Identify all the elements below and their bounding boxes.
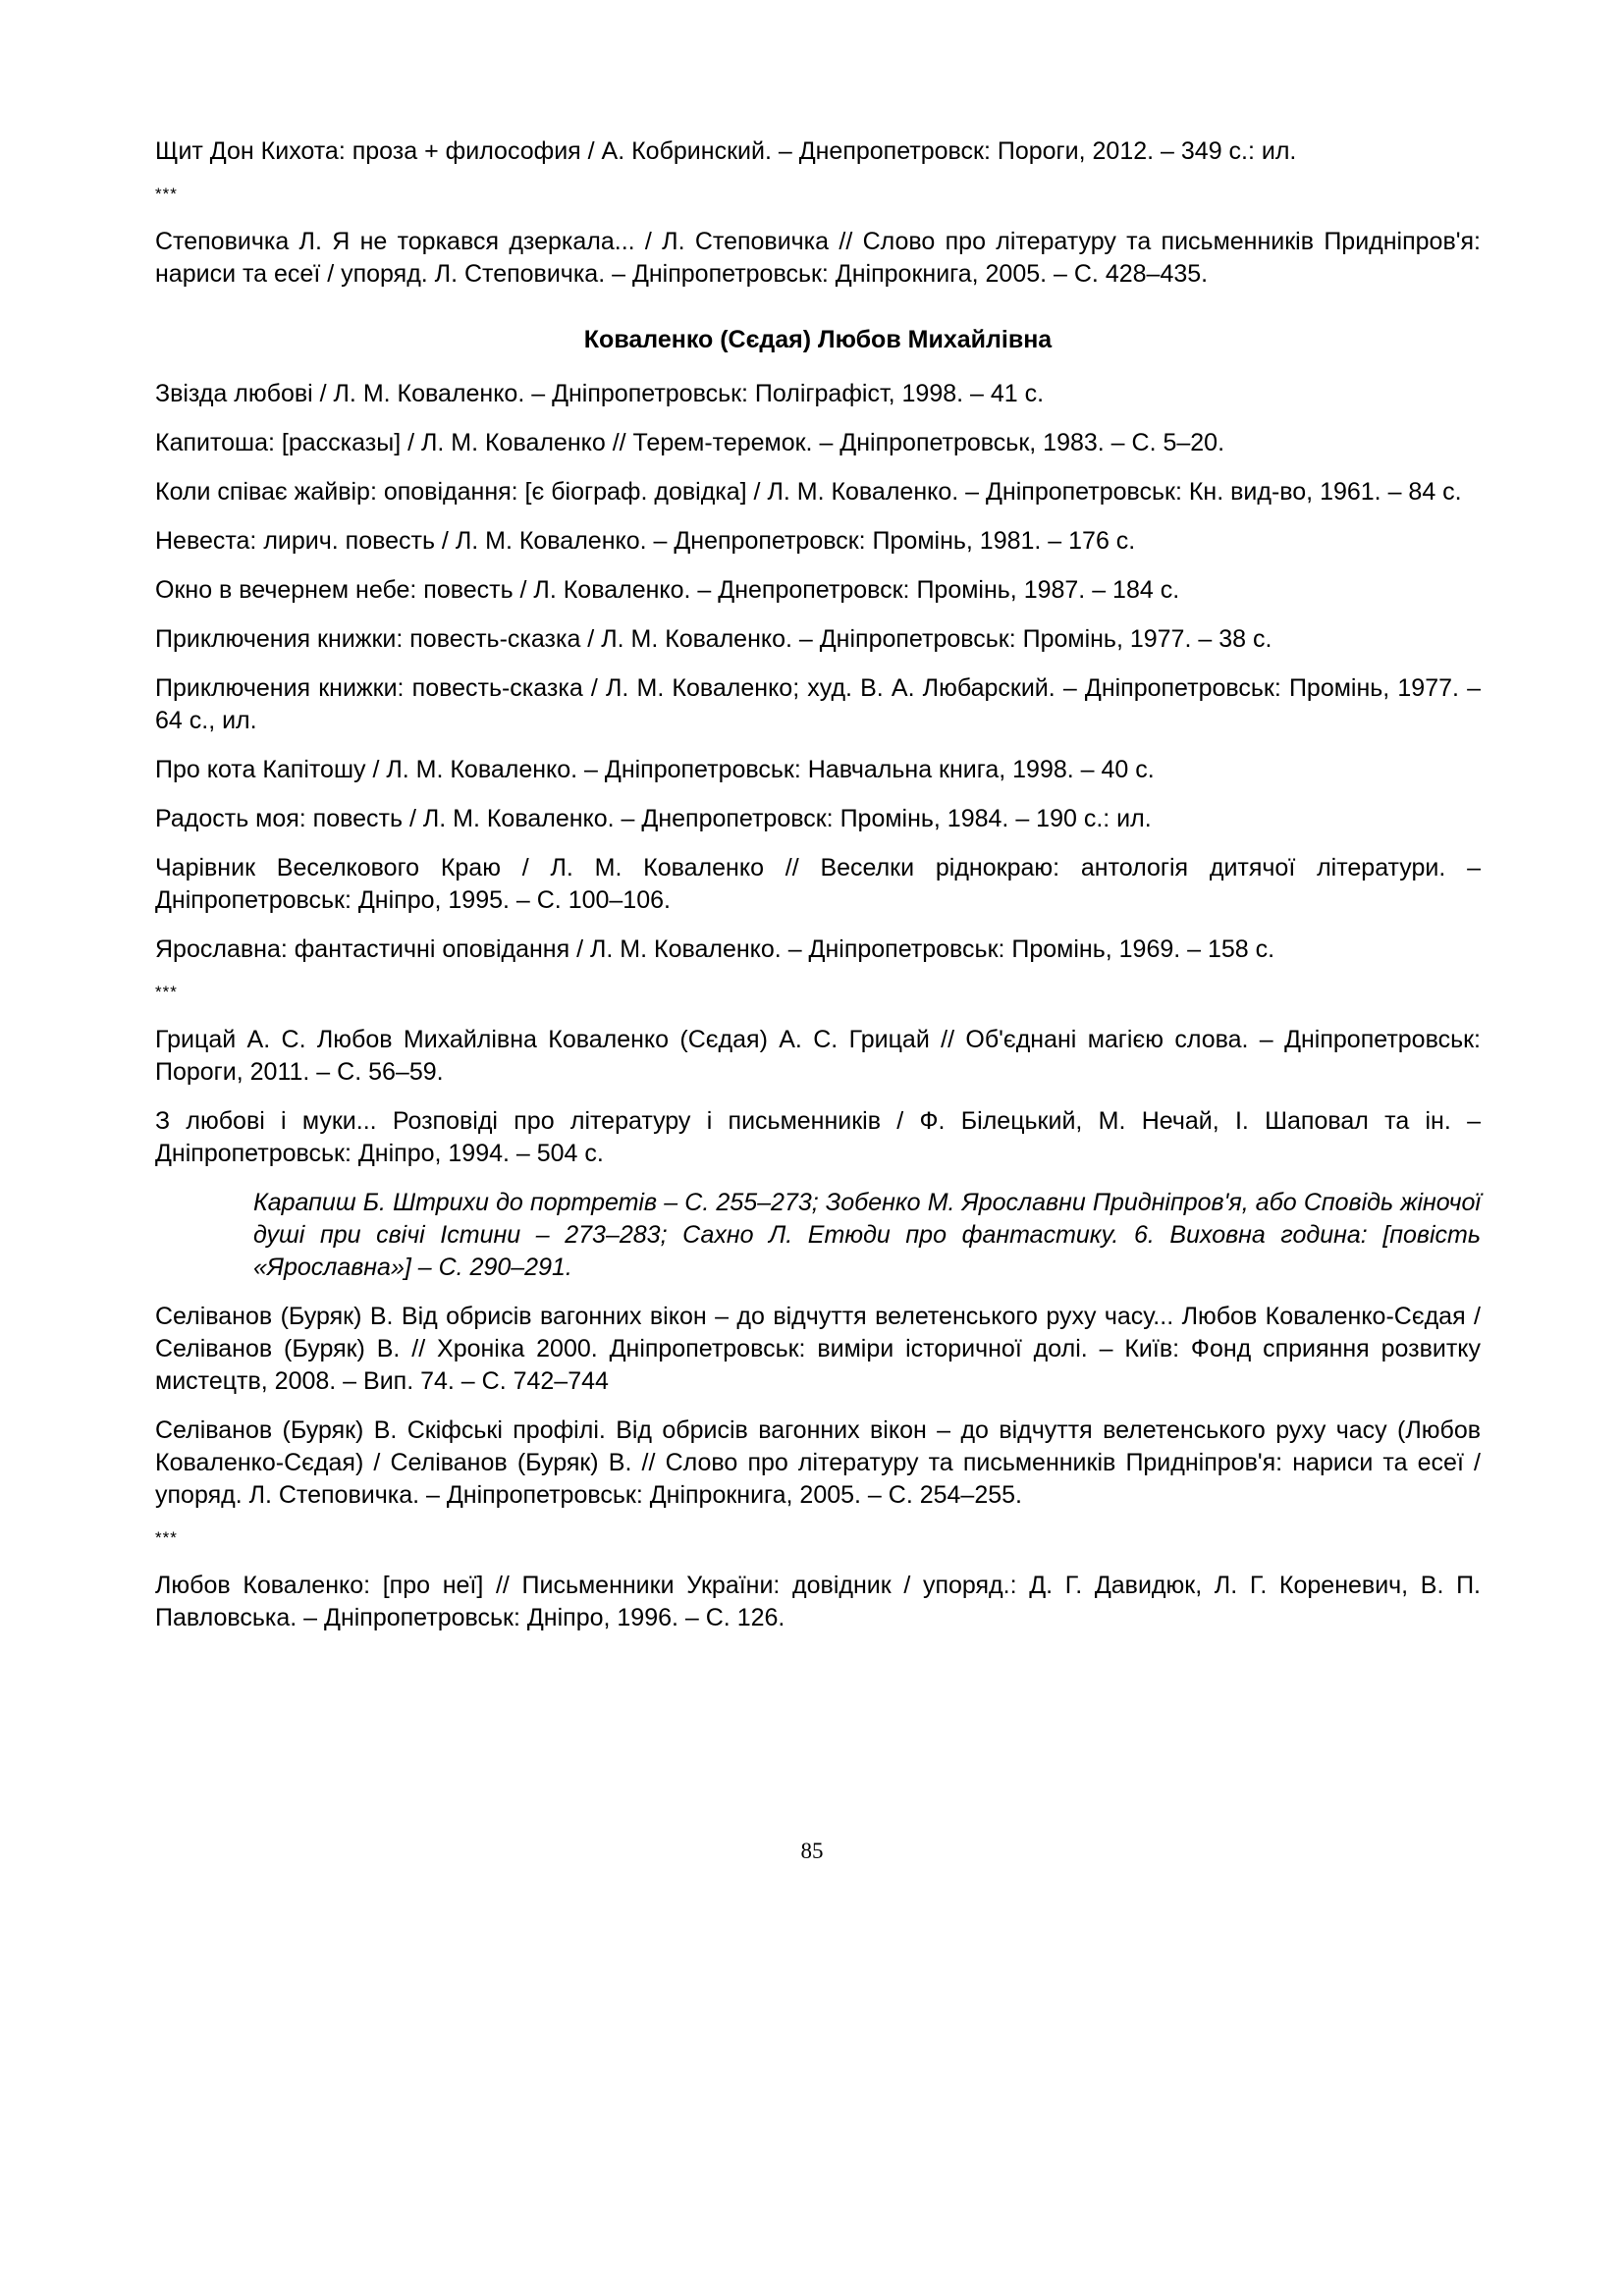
bibliography-entry: Селіванов (Буряк) В. Від обрисів вагонних вікон – до відчуття велетенського руху часу... Любов Коваленко-Сєдая / Селіванов (Буряк) В. // Хроніка 2000. Дніпропетровськ: виміри історичної долі. – Київ: Фонд сприяння розвитку мистецтв, 2008. – Вип. 74. – С. 742–744	[155, 1303, 1481, 1395]
bibliography-entry: Приключения книжки: повесть-сказка / Л. М. Коваленко. – Дніпропетровськ: Промінь, 1977. – 38 с.	[155, 625, 1272, 653]
bibliography-entry: Степовичка Л. Я не торкався дзеркала... / Л. Степовичка // Слово про літературу та письменників Придніпров'я: нариси та есеї / упоряд. Л. Степовичка. – Дніпропетровськ: Дніпрокнига, 2005. – С. 428–435.	[155, 228, 1481, 288]
bibliography-entry: Окно в вечернем небе: повесть / Л. Коваленко. – Днепропетровск: Промінь, 1987. – 184 с.	[155, 576, 1180, 604]
section-separator: ***	[155, 185, 178, 203]
bibliography-entry: Капитоша: [рассказы] / Л. М. Коваленко // Терем-теремок. – Дніпропетровськ, 1983. – С. 5–20.	[155, 429, 1225, 456]
section-separator: ***	[155, 1528, 178, 1547]
page-number: 85	[800, 1839, 824, 1863]
bibliography-entry: Селіванов (Буряк) В. Скіфські профілі. Від обрисів вагонних вікон – до відчуття велетенського руху часу (Любов Коваленко-Сєдая) / Селіванов (Буряк) В. // Слово про літературу та письменників Придніпров'я: нариси та есеї / упоряд. Л. Степовичка. – Дніпропетровськ: Дніпрокнига, 2005. – С. 254–255.	[155, 1416, 1481, 1509]
author-heading: Коваленко (Сєдая) Любов Михайлівна	[583, 326, 1053, 353]
bibliography-entry: Про кота Капітошу / Л. М. Коваленко. – Дніпропетровськ: Навчальна книга, 1998. – 40 с.	[155, 756, 1155, 783]
bibliography-entry: Ярославна: фантастичні оповідання / Л. М. Коваленко. – Дніпропетровськ: Промінь, 1969. – 158 с.	[155, 935, 1275, 963]
bibliography-entry: Чарівник Веселкового Краю / Л. М. Коваленко // Веселки ріднокраю: антологія дитячої літератури. – Дніпропетровськ: Дніпро, 1995. – С. 100–106.	[155, 854, 1481, 914]
bibliography-entry: З любові і муки... Розповіді про літературу і письменників / Ф. Білецький, М. Нечай, І. Шаповал та ін. – Дніпропетровськ: Дніпро, 1994. – 504 с.	[155, 1107, 1481, 1167]
bibliography-entry: Щит Дон Кихота: проза + философия / А. Кобринский. – Днепропетровск: Пороги, 2012. – 349 с.: ил.	[155, 137, 1297, 165]
bibliography-entry: Невеста: лирич. повесть / Л. М. Коваленко. – Днепропетровск: Промінь, 1981. – 176 с.	[155, 527, 1136, 555]
page-content	[155, 135, 1481, 1651]
contents-note: Карапиш Б. Штрихи до портретів – С. 255–273; Зобенко М. Ярославни Придніпров'я, або Сповідь жіночої душі при свічі Істини – 273–283; Сахно Л. Етюди про фантастику. 6. Виховна година: [повість «Ярославна»] – С. 290–291.	[253, 1189, 1481, 1281]
bibliography-entry: Приключения книжки: повесть-сказка / Л. М. Коваленко; худ. В. А. Любарский. – Дніпропетровськ: Промінь, 1977. – 64 с., ил.	[155, 674, 1481, 734]
section-separator: ***	[155, 983, 178, 1001]
bibliography-entry: Звізда любові / Л. М. Коваленко. – Дніпропетровськ: Поліграфіст, 1998. – 41 с.	[155, 380, 1045, 407]
bibliography-entry: Грицай А. С. Любов Михайлівна Коваленко (Сєдая) А. С. Грицай // Об'єднані магією слова. – Дніпропетровськ: Пороги, 2011. – С. 56–59.	[155, 1026, 1481, 1086]
bibliography-entry: Радость моя: повесть / Л. М. Коваленко. – Днепропетровск: Промінь, 1984. – 190 с.: ил.	[155, 805, 1152, 832]
bibliography-entry: Любов Коваленко: [про неї] // Письменники України: довідник / упоряд.: Д. Г. Давидюк, Л. Г. Кореневич, В. П. Павловська. – Дніпропетровськ: Дніпро, 1996. – С. 126.	[155, 1572, 1481, 1631]
bibliography-entry: Коли співає жайвір: оповідання: [є біограф. довідка] / Л. М. Коваленко. – Дніпропетровськ: Кн. вид-во, 1961. – 84 с.	[155, 478, 1462, 506]
